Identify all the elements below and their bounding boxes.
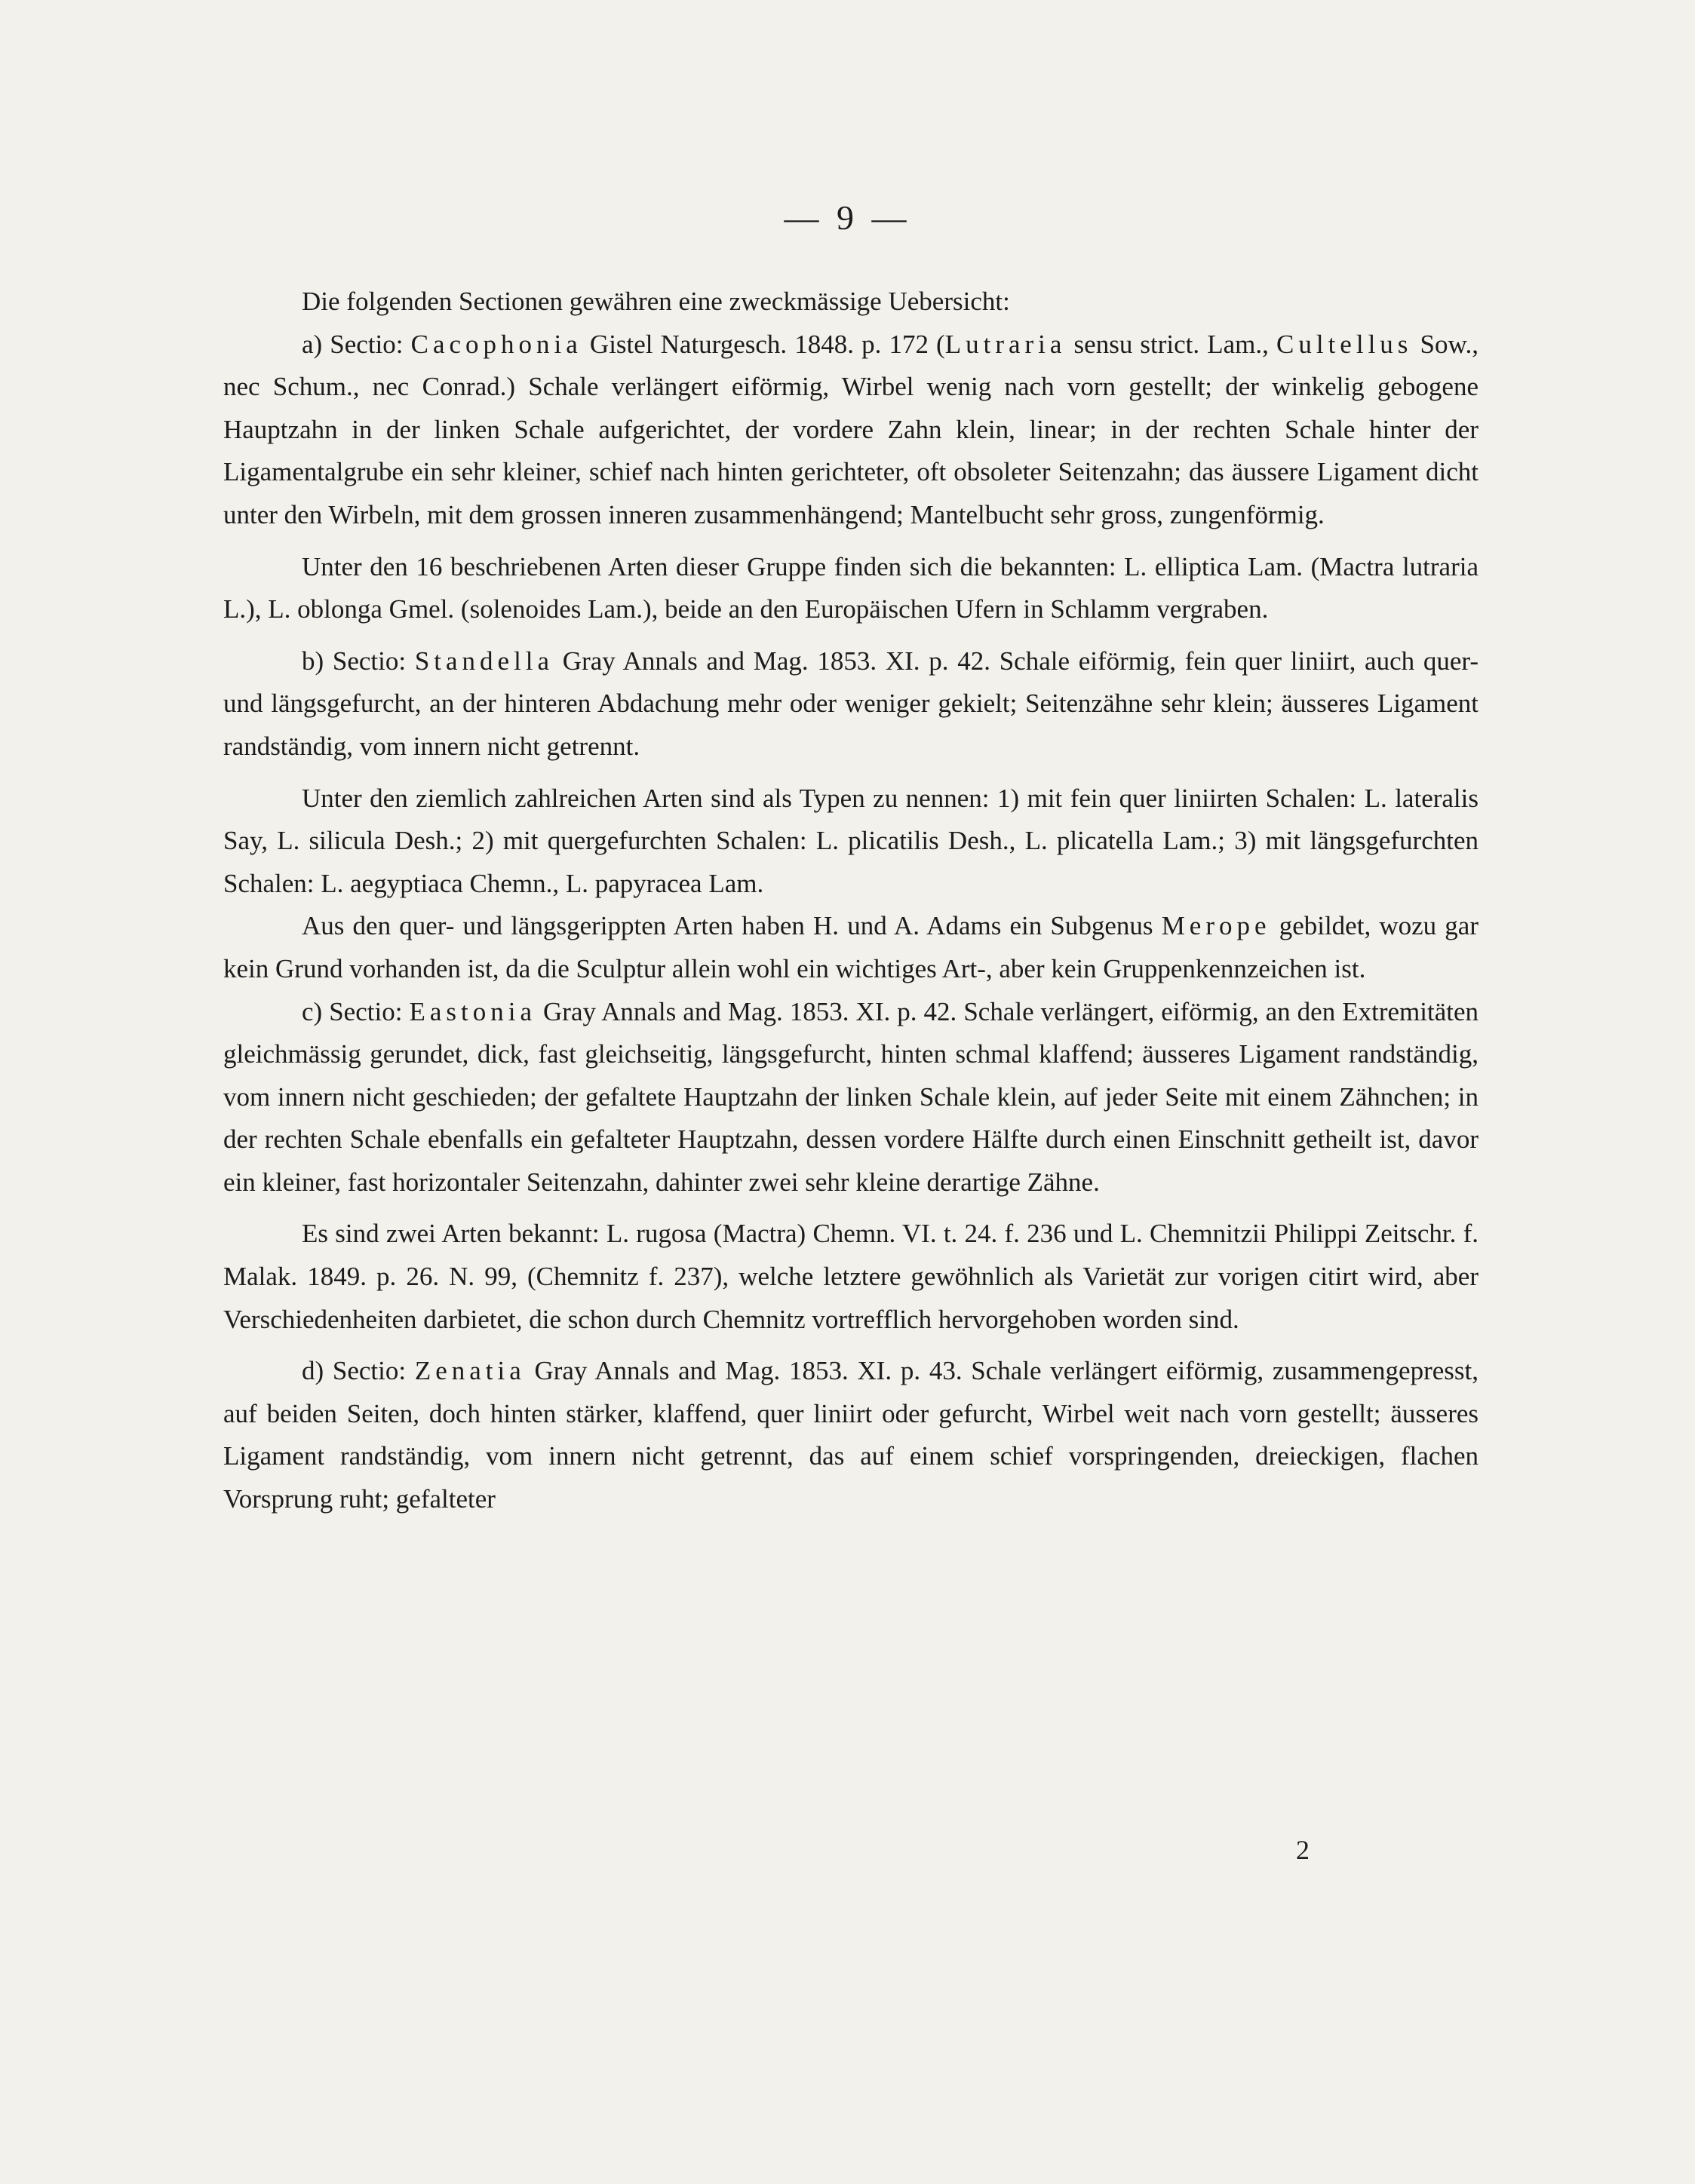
paragraph-arten-c: Es sind zwei Arten bekannt: L. rugosa (Mactra) Chemn. VI. t. 24. f. 236 und L. Chemnitzii Philippi Zeitschr. f. Malak. 1849. p. 26. N. 99, (Chemnitz f. 237), welche letztere gewöhnlich als Varietät zur vorigen citirt wird, aber Verschiedenheiten darbietet, die schon durch Chemnitz vortrefflich hervorgehoben worden sind.	[223, 1219, 1479, 1334]
sectio-label: d) Sectio:	[302, 1356, 415, 1386]
sectio-label: c) Sectio:	[302, 996, 410, 1026]
paragraph-arten-a: Unter den 16 beschriebenen Arten dieser Gruppe finden sich die bekannten: L. elliptica Lam. (Mactra lutraria L.), L. oblonga Gmel. (solenoides Lam.), beide an den Europäischen Ufern in Schlamm vergraben.	[223, 551, 1479, 624]
paragraph-arten-b: Unter den ziemlich zahlreichen Arten sind als Typen zu nennen: 1) mit fein quer liniirten Schalen: L. lateralis Say, L. silicula Desh.; 2) mit quergefurchten Schalen: L. plicatilis Desh., L. plicatella Lam.; 3) mit längsgefurchten Schalen: L. aegyptiaca Chemn., L. papyracea Lam.	[223, 783, 1479, 898]
paragraph-intro: Die folgenden Sectionen gewähren eine zweckmässige Uebersicht:	[302, 287, 1010, 316]
text-run: Gray Annals and Mag. 1853. XI. p. 42. Schale verlängert, eiförmig, an den Extremitäten gleichmässig gerundet, dick, fast gleichseitig, längsgefurcht, hinten schmal klaffend; äusseres Ligament randständig, vom innern nicht geschieden; der gefaltete Hauptzahn der linken Schale klein, auf jeder Seite mit einem Zähnchen; in der rechten Schale ebenfalls ein gefalteter Hauptzahn, dessen vordere Hälfte durch einen Einschnitt getheilt ist, davor ein kleiner, fast horizontaler Seitenzahn, dahinter zwei sehr kleine derartige Zähne.	[223, 996, 1479, 1197]
genus-name: Standella	[414, 646, 554, 676]
genus-name: Eastonia	[409, 996, 536, 1026]
text-run: Aus den quer- und längsgerippten Arten haben H. und A. Adams ein Subgenus	[302, 911, 1162, 941]
genus-name: Zenatia	[414, 1356, 526, 1386]
paragraph-sectio-d	[223, 1350, 1479, 1520]
sectio-label: a) Sectio:	[302, 329, 411, 359]
text-run: Gray Annals and Mag. 1853. XI. p. 42. Schale eiförmig, fein quer liniirt, auch quer- und längsgefurcht, an der hinteren Abdachung mehr oder weniger gekielt; Seitenzähne sehr klein; äusseres Ligament randständig, vom innern nicht getrennt.	[223, 646, 1479, 761]
genus-name: Merope	[1161, 911, 1271, 941]
text-run: Gistel Naturgesch. 1848. p. 172 (	[582, 329, 945, 359]
paragraph-sectio-b	[223, 640, 1479, 768]
signature-mark: 2	[1296, 1835, 1310, 1865]
paragraph-merope	[223, 905, 1479, 990]
sectio-label: b) Sectio:	[302, 646, 415, 676]
text-run: sensu strict. Lam.,	[1066, 329, 1277, 359]
page-number: — 9 —	[784, 198, 911, 237]
body-text	[223, 281, 1479, 1521]
text-run: gebildet, wozu gar kein Grund vorhanden ist, da die Sculptur allein wohl ein wichtiges Art-, aber kein Gruppenkennzeichen ist.	[223, 911, 1479, 983]
text-run: Gray Annals and Mag. 1853. XI. p. 43. Schale verlängert eiförmig, zusammengepresst, auf beiden Seiten, doch hinten stärker, klaffend, quer liniirt oder gefurcht, Wirbel weit nach vorn gestellt; äusseres Ligament randständig, vom innern nicht getrennt, das auf einem schief vorspringenden, dreieckigen, flachen Vorsprung ruht; gefalteter	[223, 1356, 1479, 1514]
paragraph-sectio-a	[223, 324, 1479, 537]
genus-name: Lutraria	[944, 329, 1067, 359]
genus-name: Cacophonia	[410, 329, 582, 359]
text-run: Sow., nec Schum., nec Conrad.) Schale verlängert eiförmig, Wirbel wenig nach vorn gestellt; der winkelig gebogene Hauptzahn in der linken Schale aufgerichtet, der vordere Zahn klein, linear; in der rechten Schale hinter der Ligamentalgrube ein sehr kleiner, schief nach hinten gerichteter, oft obsoleter Seitenzahn; das äussere Ligament dicht unter den Wirbeln, mit dem grossen inneren zusammenhängend; Mantelbucht sehr gross, zungenförmig.	[223, 329, 1479, 529]
paragraph-sectio-c	[223, 991, 1479, 1204]
genus-name: Cultellus	[1276, 329, 1413, 359]
